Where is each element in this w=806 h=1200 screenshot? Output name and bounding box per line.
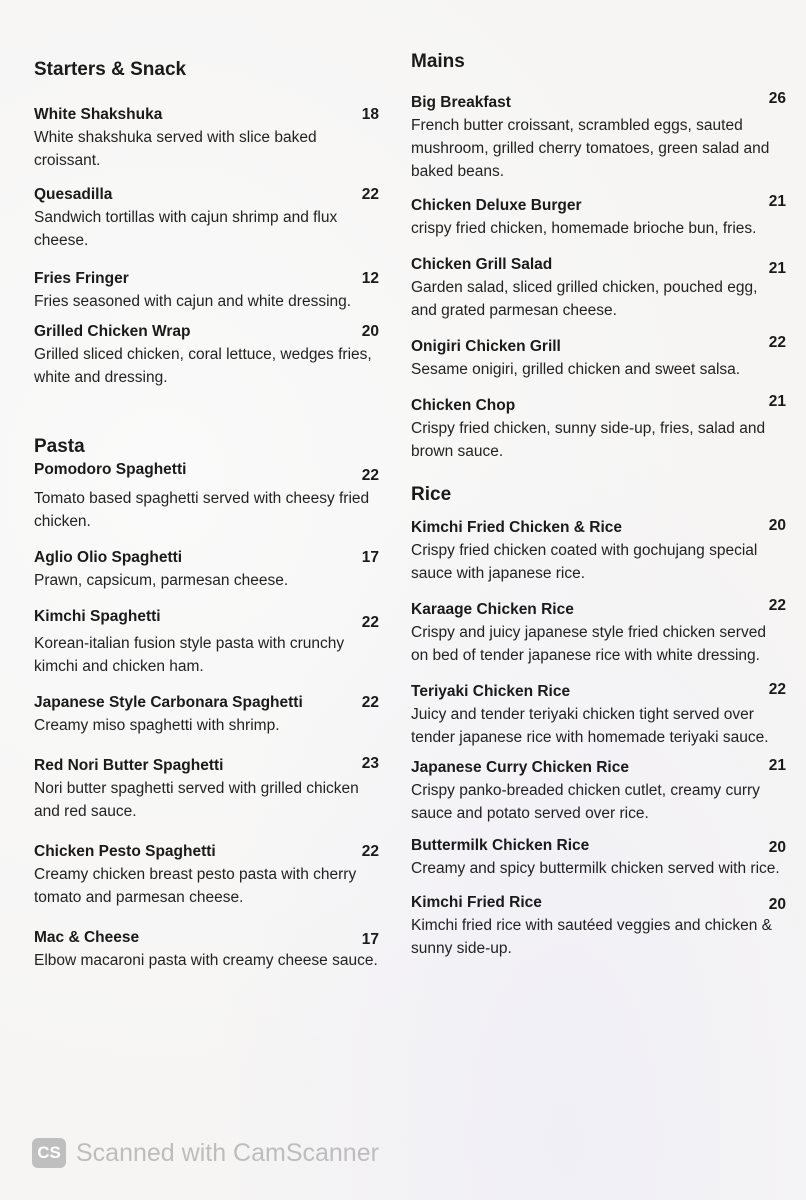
item-name: Buttermilk Chicken Rice xyxy=(411,837,590,854)
item-name: Fries Fringer xyxy=(34,270,129,287)
menu-item xyxy=(34,547,379,592)
item-name: Pomodoro Spaghetti xyxy=(34,461,187,478)
item-name: Onigiri Chicken Grill xyxy=(411,338,561,355)
item-price: 22 xyxy=(768,334,786,351)
item-name: Chicken Pesto Spaghetti xyxy=(34,843,216,860)
item-desc: Tomato based spaghetti served with cheesy fried chicken. xyxy=(34,490,370,530)
item-price: 23 xyxy=(361,755,379,772)
item-desc: Creamy miso spaghetti with shrimp. xyxy=(34,717,280,734)
menu-item xyxy=(411,336,786,381)
item-price: 21 xyxy=(768,393,786,410)
item-price: 26 xyxy=(768,90,786,107)
section-pasta xyxy=(34,435,379,972)
item-price: 22 xyxy=(361,467,379,484)
item-price: 20 xyxy=(768,839,786,856)
menu-item xyxy=(34,459,379,533)
item-name: Quesadilla xyxy=(34,186,113,203)
menu-item xyxy=(411,835,786,880)
menu-item xyxy=(411,254,786,322)
item-name: Kimchi Fried Chicken & Rice xyxy=(411,519,623,536)
section-title: Starters & Snack xyxy=(34,59,187,80)
menu-item xyxy=(34,606,379,678)
item-desc: Sesame onigiri, grilled chicken and sweet salsa. xyxy=(411,361,741,378)
item-desc: Elbow macaroni pasta with creamy cheese sauce. xyxy=(34,952,378,969)
item-price: 17 xyxy=(361,549,379,566)
menu-item xyxy=(34,927,379,972)
item-desc: Garden salad, sliced grilled chicken, pouched egg, and grated parmesan cheese. xyxy=(411,279,758,319)
item-name: Chicken Grill Salad xyxy=(411,256,553,273)
watermark-text: Scanned with CamScanner xyxy=(76,1138,379,1167)
item-name: Chicken Deluxe Burger xyxy=(411,197,582,214)
menu-item xyxy=(34,268,379,313)
menu-item xyxy=(411,681,786,749)
item-desc: Sandwich tortillas with cajun shrimp and flux cheese. xyxy=(34,209,338,249)
section-title: Pasta xyxy=(34,436,85,457)
item-name: Japanese Style Carbonara Spaghetti xyxy=(34,694,303,711)
item-desc: Creamy chicken breast pesto pasta with cherry tomato and parmesan cheese. xyxy=(34,866,357,906)
item-name: White Shakshuka xyxy=(34,106,163,123)
item-name: Kimchi Fried Rice xyxy=(411,894,542,911)
item-desc: Fries seasoned with cajun and white dressing. xyxy=(34,293,352,310)
menu-item xyxy=(411,757,786,825)
item-name: Grilled Chicken Wrap xyxy=(34,323,191,340)
item-desc: Grilled sliced chicken, coral lettuce, wedges fries, white and dressing. xyxy=(34,346,372,386)
item-desc: White shakshuka served with slice baked croissant. xyxy=(34,129,317,169)
section-starters xyxy=(34,58,379,389)
item-price: 22 xyxy=(361,186,379,203)
menu-item xyxy=(411,395,786,463)
item-price: 22 xyxy=(361,614,379,631)
item-price: 22 xyxy=(768,681,786,698)
item-price: 22 xyxy=(361,694,379,711)
item-price: 12 xyxy=(361,270,379,287)
item-desc: Crispy and juicy japanese style fried chicken served on bed of tender japanese rice with white dressing. xyxy=(411,624,766,664)
item-name: Big Breakfast xyxy=(411,94,511,111)
item-desc: Creamy and spicy buttermilk chicken served with rice. xyxy=(411,860,780,877)
item-name: Chicken Chop xyxy=(411,397,516,414)
menu-item xyxy=(34,841,379,909)
menu-item xyxy=(411,517,786,585)
item-price: 17 xyxy=(361,931,379,948)
left-column xyxy=(34,58,379,972)
item-name: Aglio Olio Spaghetti xyxy=(34,549,183,566)
item-price: 22 xyxy=(361,843,379,860)
item-name: Red Nori Butter Spaghetti xyxy=(34,757,224,774)
menu-item xyxy=(34,184,379,252)
menu-item xyxy=(34,104,379,172)
item-price: 20 xyxy=(768,517,786,534)
section-title: Rice xyxy=(411,484,452,505)
item-desc: Prawn, capsicum, parmesan cheese. xyxy=(34,572,289,589)
menu-item xyxy=(411,195,786,240)
item-desc: Korean-italian fusion style pasta with crunchy kimchi and chicken ham. xyxy=(34,635,345,675)
menu-item xyxy=(34,755,379,823)
section-mains xyxy=(411,50,786,463)
item-price: 18 xyxy=(361,106,379,123)
menu-item xyxy=(411,892,786,960)
item-name: Teriyaki Chicken Rice xyxy=(411,683,571,700)
item-price: 21 xyxy=(768,260,786,277)
item-desc: Crispy panko-breaded chicken cutlet, creamy curry sauce and potato served over rice. xyxy=(411,782,760,822)
menu-item xyxy=(411,92,786,183)
right-column xyxy=(411,50,786,960)
menu-item xyxy=(34,321,379,389)
item-price: 21 xyxy=(768,193,786,210)
item-name: Kimchi Spaghetti xyxy=(34,608,161,625)
camscanner-logo-icon: CS xyxy=(32,1138,66,1168)
item-name: Karaage Chicken Rice xyxy=(411,601,574,618)
item-price: 21 xyxy=(768,757,786,774)
camscanner-watermark xyxy=(32,1136,379,1170)
section-rice xyxy=(411,483,786,960)
item-price: 20 xyxy=(768,896,786,913)
item-desc: French butter croissant, scrambled eggs, sauted mushroom, grilled cherry tomatoes, green salad and baked beans. xyxy=(411,117,770,180)
item-price: 20 xyxy=(361,323,379,340)
item-desc: Crispy fried chicken coated with gochujang special sauce with japanese rice. xyxy=(411,542,758,582)
item-price: 22 xyxy=(768,597,786,614)
section-title: Mains xyxy=(411,51,465,72)
item-desc: Juicy and tender teriyaki chicken tight served over tender japanese rice with homemade teriyaki sauce. xyxy=(411,706,769,746)
menu-item xyxy=(34,692,379,737)
item-desc: Nori butter spaghetti served with grilled chicken and red sauce. xyxy=(34,780,359,820)
item-name: Japanese Curry Chicken Rice xyxy=(411,759,629,776)
item-desc: Crispy fried chicken, sunny side-up, fries, salad and brown sauce. xyxy=(411,420,766,460)
item-name: Mac & Cheese xyxy=(34,929,140,946)
menu-item xyxy=(411,599,786,667)
item-desc: crispy fried chicken, homemade brioche bun, fries. xyxy=(411,220,757,237)
item-desc: Kimchi fried rice with sautéed veggies and chicken & sunny side-up. xyxy=(411,917,772,957)
